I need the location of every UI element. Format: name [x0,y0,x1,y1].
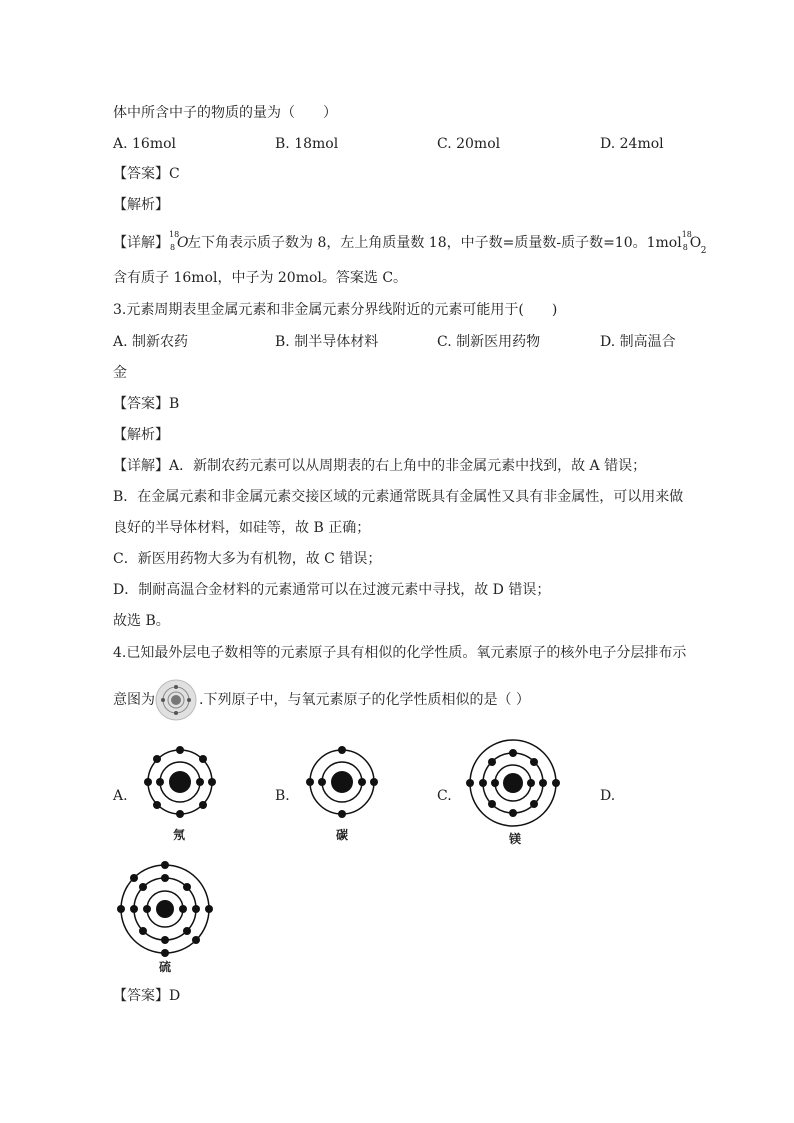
q3-detail-line: C．新医用药物大多为有机物，故 C 错误； [113,551,382,567]
neon-atom-diagram [140,742,220,822]
q2-answer: 【答案】C [113,166,180,182]
q3-answer: 【答案】B [113,396,180,412]
carbon-label: 碳 [336,828,349,842]
magnesium-label: 镁 [509,832,522,846]
q4-stem-line1: 4.已知最外层电子数相等的元素原子具有相似的化学性质。氧元素原子的核外电子分层排布示 [113,645,687,661]
q3-option-a: A. 制新农药 [113,334,189,350]
q4-option-d: D. [600,788,616,804]
q3-option-wrap: 金 [113,365,127,381]
isotope-o18: 18 8 O [169,230,189,252]
q2-analysis: 【解析】 [113,197,169,213]
sulfur-atom-diagram [117,861,213,957]
neon-label: 氖 [173,828,186,842]
carbon-atom-diagram [302,742,382,822]
q4-option-b: B. [275,788,290,804]
sulfur-label: 硫 [159,960,172,974]
q3-option-d: D. 制高温合 [600,334,676,350]
q3-option-c: C. 制新医用药物 [437,334,541,350]
q4-option-a: A. [113,788,128,804]
q4-option-c: C. [437,788,452,804]
q3-detail-line: 良好的半导体材料，如硅等，故 B 正确； [113,520,371,536]
q2-detail-mid: 左下角表示质子数为 8，左上角质量数 18，中子数=质量数-质子数=10。1mol [187,235,682,251]
oxygen-atom-diagram [154,678,198,722]
isotope-o2: 18 8 O 2 [681,230,707,256]
q3-detail-line: B．在金属元素和非金属元素交接区域的元素通常既具有金属性又具有非金属性，可以用来做 [113,489,684,505]
q2-stem-tail: 体中所含中子的物质的量为（ ） [113,105,337,121]
q3-detail-line: D．制耐高温合金材料的元素通常可以在过渡元素中寻找，故 D 错误； [113,582,551,598]
q4-stem-line2 [113,690,155,710]
q2-option-a: A. 16mol [113,136,177,152]
q4-stem-b: .下列原子中，与氧元素原子的化学性质相似的是（ ） [199,692,530,708]
q4-stem-a: 意图为 [113,692,155,708]
q2-detail-line2: 含有质子 16mol，中子为 20mol。答案选 C。 [113,270,408,286]
q4-answer: 【答案】D [113,988,181,1004]
q3-analysis: 【解析】 [113,427,169,443]
magnesium-atom-diagram [466,736,560,830]
q3-stem: 3.元素周期表里金属元素和非金属元素分界线附近的元素可能用于( ) [113,302,558,318]
q3-detail-line: 【详解】A．新制农药元素可以从周期表的右上角中的非金属元素中找到，故 A 错误； [113,458,647,474]
q3-option-b: B. 制半导体材料 [275,334,379,350]
q3-detail-line: 故选 B。 [113,613,170,629]
q2-option-b: B. 18mol [275,136,339,152]
q2-detail-prefix: 【详解】 [113,235,169,251]
q2-detail-line1 [113,230,707,256]
q2-option-c: C. 20mol [437,136,501,152]
q2-option-d: D. 24mol [600,136,664,152]
